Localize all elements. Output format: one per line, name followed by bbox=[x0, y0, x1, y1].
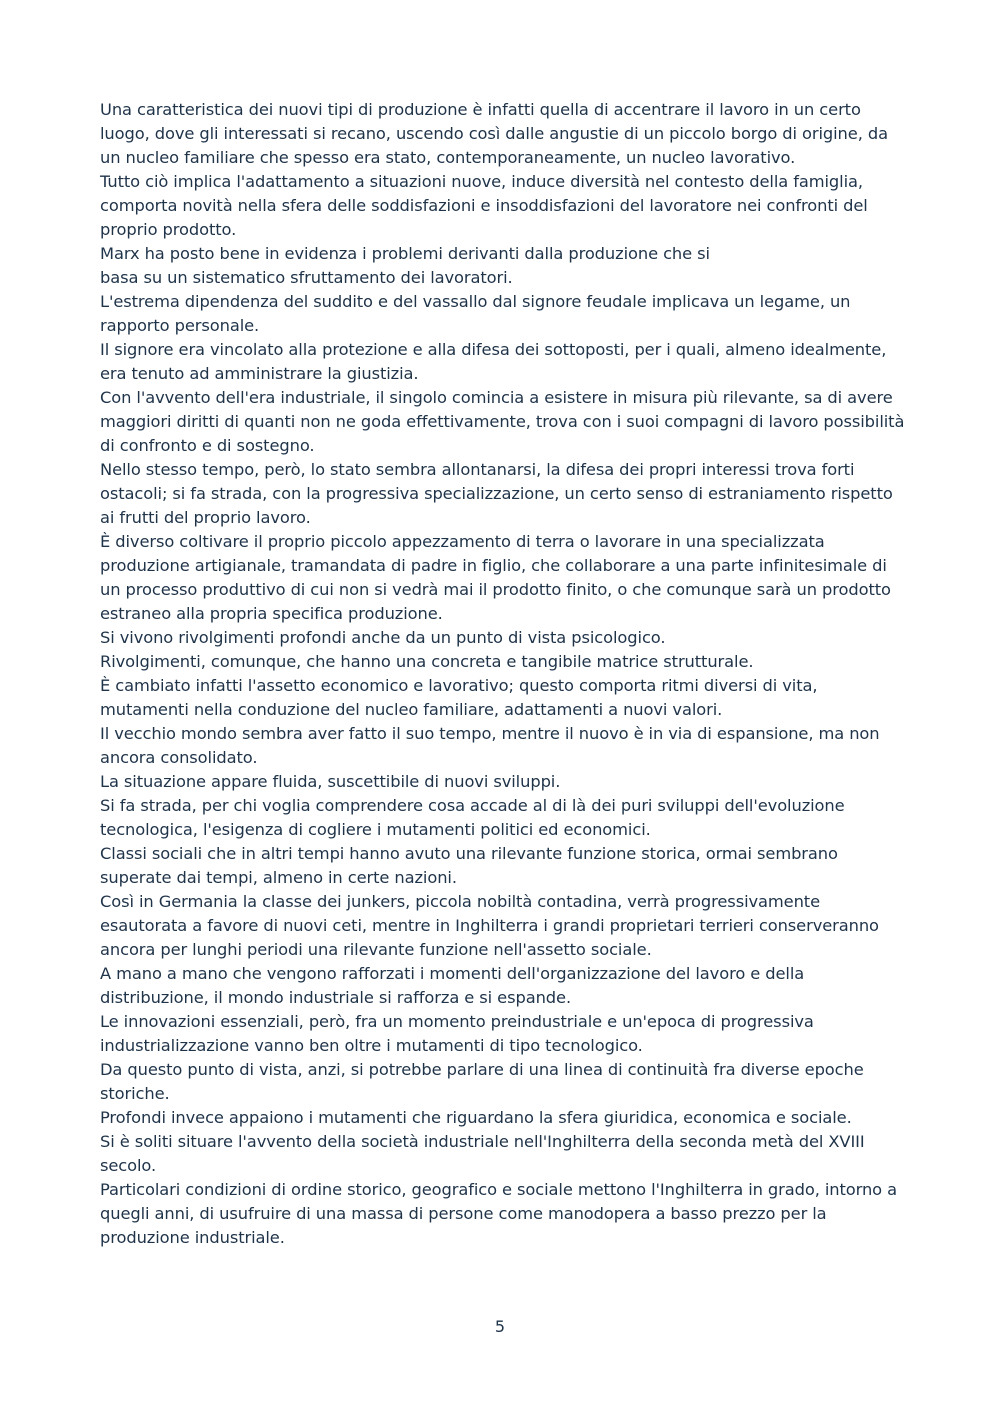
paragraph: Una caratteristica dei nuovi tipi di produzione è infatti quella di accentrare il lavoro in un certo luogo, dove gli interessati si recano, uscendo così dalle angustie di un piccolo borgo di origine, da un nucleo familiare che spesso era stato, contemporaneamente, un nucleo lavorativo. bbox=[100, 100, 888, 167]
paragraph: Le innovazioni essenziali, però, fra un momento preindustriale e un'epoca di progressiva industrializzazione vanno ben oltre i mutamenti di tipo tecnologico. bbox=[100, 1012, 814, 1055]
paragraph: Profondi invece appaiono i mutamenti che riguardano la sfera giuridica, economica e sociale. bbox=[100, 1108, 852, 1127]
paragraph: La situazione appare fluida, suscettibile di nuovi sviluppi. bbox=[100, 772, 561, 791]
body-text bbox=[100, 98, 908, 1250]
paragraph: Il signore era vincolato alla protezione e alla difesa dei sottoposti, per i quali, almeno idealmente, era tenuto ad amministrare la giustizia. bbox=[100, 340, 887, 383]
paragraph: Rivolgimenti, comunque, che hanno una concreta e tangibile matrice strutturale. bbox=[100, 652, 754, 671]
paragraph: Tutto ciò implica l'adattamento a situazioni nuove, induce diversità nel contesto della famiglia, comporta novità nella sfera delle soddisfazioni e insoddisfazioni del lavoratore nei confronti del proprio prodotto. bbox=[100, 172, 868, 239]
paragraph: Il vecchio mondo sembra aver fatto il suo tempo, mentre il nuovo è in via di espansione, ma non ancora consolidato. bbox=[100, 724, 880, 767]
paragraph: A mano a mano che vengono rafforzati i momenti dell'organizzazione del lavoro e della distribuzione, il mondo industriale si rafforza e si espande. bbox=[100, 964, 805, 1007]
paragraph: L'estrema dipendenza del suddito e del vassallo dal signore feudale implicava un legame, un rapporto personale. bbox=[100, 292, 851, 335]
paragraph: Si è soliti situare l'avvento della società industriale nell'Inghilterra della seconda metà del XVIII secolo. bbox=[100, 1132, 865, 1175]
paragraph: Si vivono rivolgimenti profondi anche da un punto di vista psicologico. bbox=[100, 628, 666, 647]
page-number: 5 bbox=[494, 1317, 506, 1336]
paragraph: basa su un sistematico sfruttamento dei lavoratori. bbox=[100, 268, 513, 287]
paragraph: Da questo punto di vista, anzi, si potrebbe parlare di una linea di continuità fra diverse epoche storiche. bbox=[100, 1060, 864, 1103]
paragraph: Marx ha posto bene in evidenza i problemi derivanti dalla produzione che si bbox=[100, 244, 710, 263]
paragraph: Così in Germania la classe dei junkers, piccola nobiltà contadina, verrà progressivamente esautorata a favore di nuovi ceti, mentre in Inghilterra i grandi proprietari terrieri conserveranno ancora per lunghi periodi una rilevante funzione nell'assetto sociale. bbox=[100, 892, 879, 959]
paragraph: È diverso coltivare il proprio piccolo appezzamento di terra o lavorare in una specializzata produzione artigianale, tramandata di padre in figlio, che collaborare a una parte infinitesimale di un processo produttivo di cui non si vedrà mai il prodotto finito, o che comunque sarà un prodotto estraneo alla propria specifica produzione. bbox=[100, 532, 891, 623]
paragraph: Particolari condizioni di ordine storico, geografico e sociale mettono l'Inghilterra in grado, intorno a quegli anni, di usufruire di una massa di persone come manodopera a basso prezzo per la produzione industriale. bbox=[100, 1180, 897, 1247]
paragraph: Nello stesso tempo, però, lo stato sembra allontanarsi, la difesa dei propri interessi trova forti ostacoli; si fa strada, con la progressiva specializzazione, un certo senso di estraniamento rispetto ai frutti del proprio lavoro. bbox=[100, 460, 893, 527]
paragraph: Con l'avvento dell'era industriale, il singolo comincia a esistere in misura più rilevante, sa di avere maggiori diritti di quanti non ne goda effettivamente, trova con i suoi compagni di lavoro possibilità di confronto e di sostegno. bbox=[100, 388, 905, 455]
paragraph: È cambiato infatti l'assetto economico e lavorativo; questo comporta ritmi diversi di vita, mutamenti nella conduzione del nucleo familiare, adattamenti a nuovi valori. bbox=[100, 676, 818, 719]
paragraph: Classi sociali che in altri tempi hanno avuto una rilevante funzione storica, ormai sembrano superate dai tempi, almeno in certe nazioni. bbox=[100, 844, 838, 887]
paragraph: Si fa strada, per chi voglia comprendere cosa accade al di là dei puri sviluppi dell'evoluzione tecnologica, l'esigenza di cogliere i mutamenti politici ed economici. bbox=[100, 796, 845, 839]
